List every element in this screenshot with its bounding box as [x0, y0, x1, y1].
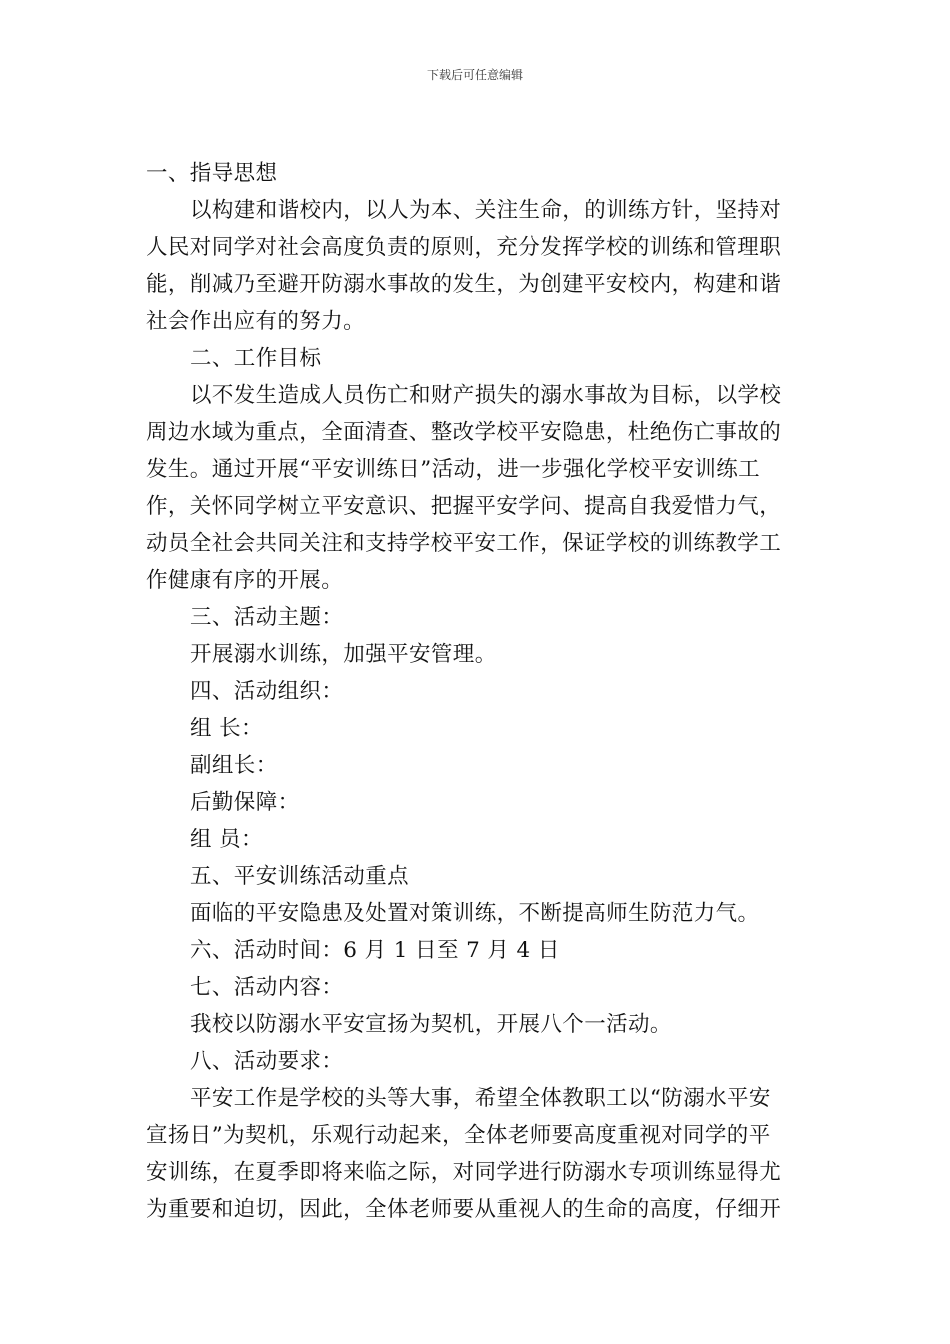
- org-logistics-line: 后勤保障：: [190, 790, 300, 815]
- paragraph-line: 社会作出应有的努力。: [146, 309, 366, 334]
- paragraph-line: 人民对同学对社会高度负责的原则，充分发挥学校的训练和管理职: [146, 235, 782, 260]
- heading-activity-time: 六、活动时间：6 月 1 日至 7 月 4 日: [190, 938, 560, 963]
- paragraph-line: 发生。通过开展“平安训练日”活动，进一步强化学校平安训练工: [146, 457, 761, 482]
- paragraph-line: 以构建和谐校内，以人为本、关注生命，的训练方针，坚持对: [190, 198, 782, 223]
- heading-guiding-thought: 一、指导思想: [146, 161, 278, 186]
- paragraph-line: 平安工作是学校的头等大事，希望全体教职工以“防溺水平安: [190, 1086, 771, 1111]
- heading-training-focus: 五、平安训练活动重点: [190, 864, 410, 889]
- paragraph-line: 周边水域为重点，全面清查、整改学校平安隐患，杜绝伤亡事故的: [146, 420, 782, 445]
- paragraph-line: 作健康有序的开展。: [146, 568, 344, 593]
- heading-work-goal: 二、工作目标: [190, 346, 322, 371]
- heading-activity-theme: 三、活动主题：: [190, 605, 344, 630]
- paragraph-line: 我校以防溺水平安宣扬为契机，开展八个一活动。: [190, 1012, 672, 1037]
- heading-activity-content: 七、活动内容：: [190, 975, 344, 1000]
- paragraph-line: 面临的平安隐患及处置对策训练，不断提高师生防范力气。: [190, 901, 760, 926]
- org-deputy-leader-line: 副组长：: [190, 753, 278, 778]
- org-members-line: 组 员：: [190, 827, 263, 852]
- paragraph-line: 动员全社会共同关注和支持学校平安工作，保证学校的训练教学工: [146, 531, 782, 556]
- org-leader-line: 组 长：: [190, 716, 263, 741]
- paragraph-line: 宣扬日”为契机，乐观行动起来，全体老师要高度重视对同学的平: [146, 1123, 771, 1148]
- heading-activity-requirements: 八、活动要求：: [190, 1049, 344, 1074]
- document-body: [146, 155, 806, 1228]
- page-header: 下载后可任意编辑: [426, 68, 523, 82]
- paragraph-line: 为重要和迫切，因此，全体老师要从重视人的生命的高度，仔细开: [146, 1197, 782, 1222]
- paragraph-line: 开展溺水训练，加强平安管理。: [190, 642, 497, 667]
- paragraph-line: 以不发生造成人员伤亡和财产损失的溺水事故为目标，以学校: [190, 383, 782, 408]
- paragraph-line: 作，关怀同学树立平安意识、把握平安学问、提高自我爱惜力气，: [146, 494, 782, 519]
- paragraph-line: 安训练，在夏季即将来临之际，对同学进行防溺水专项训练显得尤: [146, 1160, 782, 1185]
- paragraph-line: 能，削减乃至避开防溺水事故的发生，为创建平安校内，构建和谐: [146, 272, 782, 297]
- heading-activity-organization: 四、活动组织：: [190, 679, 344, 704]
